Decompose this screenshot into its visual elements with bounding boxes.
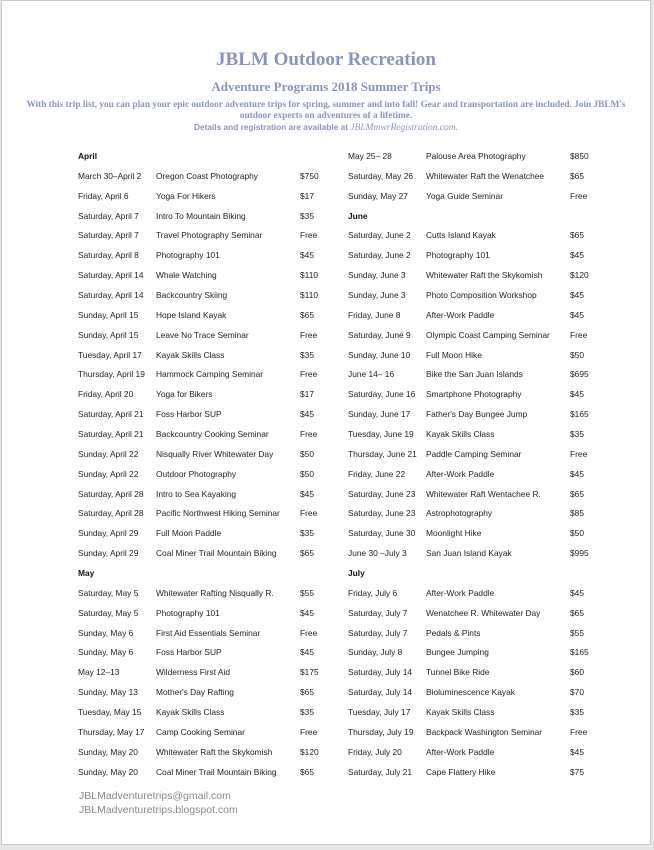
trip-price: $45 (570, 587, 584, 598)
trip-date: Sunday, May 6 (78, 647, 134, 658)
trip-date: Sunday, May 27 (348, 190, 408, 201)
trip-name: Smartphone Photography (426, 389, 522, 400)
trip-price: Free (300, 369, 318, 380)
trip-name: Oregon Coast Photography (156, 170, 258, 181)
trip-row (348, 328, 589, 348)
trip-row (348, 228, 589, 248)
trip-name: Intro To Mountain Biking (156, 210, 246, 221)
trip-row (78, 367, 319, 387)
trip-date: Tuesday, May 15 (78, 707, 142, 718)
trip-date: Sunday, May 20 (78, 766, 138, 777)
trip-name: Pedals & Pints (426, 627, 481, 638)
trip-price: $45 (300, 409, 314, 420)
trip-row (78, 268, 319, 288)
trip-row (78, 626, 319, 646)
trip-row (78, 665, 319, 685)
trip-name: Bioluminescence Kayak (426, 687, 515, 698)
trip-date: Sunday, June 3 (348, 290, 406, 301)
trip-row (348, 506, 589, 526)
trip-name: Olympic Coast Camping Seminar (426, 329, 550, 340)
trip-row (78, 189, 319, 209)
trip-row (78, 586, 319, 606)
trip-price: Free (570, 726, 588, 737)
trip-date: Saturday, July 21 (348, 766, 413, 777)
trip-row (348, 626, 589, 646)
trip-name: Backcountry Cooking Seminar (156, 429, 269, 440)
trip-price: $120 (570, 270, 589, 281)
page-header (14, 49, 638, 134)
trip-price: $35 (300, 349, 314, 360)
trip-row (348, 685, 589, 705)
trip-name: Hammock Camping Seminar (156, 369, 264, 380)
trip-date: Tuesday, April 17 (78, 349, 142, 360)
trip-price: $110 (300, 290, 319, 301)
trip-row (348, 645, 589, 665)
trip-date: Sunday, May 6 (78, 627, 134, 638)
trip-name: Kayak Skills Class (156, 349, 225, 360)
trip-row (78, 745, 319, 765)
trip-price: $65 (570, 170, 584, 181)
document-page (1, 0, 651, 845)
trip-date: Thursday, April 19 (78, 369, 145, 380)
trip-price: $65 (570, 607, 584, 618)
trip-price: $45 (300, 647, 314, 658)
trip-date: Friday, June 22 (348, 468, 406, 479)
trip-date: Saturday, April 8 (78, 250, 139, 261)
month-label: May (78, 568, 95, 579)
registration-link[interactable]: JBLMmwrRegistration.com. (350, 123, 458, 133)
trip-date: Tuesday, July 17 (348, 707, 411, 718)
details-line (14, 122, 638, 134)
right-trip-column (348, 149, 589, 785)
trip-row (348, 348, 589, 368)
trip-name: Whitewater Raft the Wenatchee (426, 170, 545, 181)
trip-name: Photography 101 (426, 250, 490, 261)
trip-row (78, 328, 319, 348)
trip-date: Sunday, April 15 (78, 329, 139, 340)
trip-row (348, 268, 589, 288)
page-subtitle: Adventure Programs 2018 Summer Trips (211, 79, 441, 94)
trip-date: Saturday, June 2 (348, 250, 411, 261)
trip-price: Free (570, 329, 588, 340)
trip-price: $45 (570, 468, 584, 479)
trip-name: Mother's Day Rafting (156, 687, 234, 698)
trip-row (78, 506, 319, 526)
trip-row (348, 427, 589, 447)
trip-name: After-Work Paddle (426, 468, 495, 479)
trip-price: $17 (300, 389, 314, 400)
trip-row (78, 645, 319, 665)
trip-price: $175 (300, 667, 319, 678)
trip-name: Yoga For Hikers (156, 190, 216, 201)
trip-date: Saturday, April 7 (78, 230, 139, 241)
trip-price: $165 (570, 647, 589, 658)
trip-row (78, 546, 319, 566)
trip-price: $35 (300, 210, 314, 221)
trip-row (348, 169, 589, 189)
trip-price: $750 (300, 170, 319, 181)
trip-price: Free (570, 190, 588, 201)
trip-price: $850 (570, 151, 589, 161)
trip-name: Moonlight Hike (426, 528, 482, 539)
trip-date: Saturday, June 2 (348, 230, 411, 241)
trip-date: Sunday, April 22 (78, 468, 139, 479)
trip-date: Saturday, May 5 (78, 607, 139, 618)
trip-date: Thursday, May 17 (78, 726, 145, 737)
trip-row (78, 487, 319, 507)
trip-price: $35 (570, 707, 584, 718)
trip-price: $45 (570, 389, 584, 400)
trip-price: $65 (300, 766, 314, 777)
trip-row (348, 487, 589, 507)
trip-price: $45 (570, 250, 584, 261)
trip-date: Friday, June 8 (348, 309, 401, 320)
trip-date: Saturday, July 7 (348, 607, 408, 618)
trip-name: Whitewater Raft the Skykomish (426, 270, 543, 281)
trip-name: Hope Island Kayak (156, 309, 227, 320)
trip-name: Cutts Island Kayak (426, 230, 496, 241)
trip-row (348, 467, 589, 487)
trip-name: Bungee Jumping (426, 647, 489, 658)
trip-date: Saturday, April 14 (78, 270, 144, 281)
trip-price: $35 (300, 528, 314, 539)
trip-name: Whale Watching (156, 270, 217, 281)
trip-name: Palouse Area Photography (426, 151, 526, 161)
trip-price: $65 (300, 548, 314, 559)
trip-row (78, 348, 319, 368)
trip-name: Kayak Skills Class (426, 707, 495, 718)
trip-price: $695 (570, 369, 589, 380)
trip-date: Saturday, April 21 (78, 429, 144, 440)
trip-date: Friday, July 6 (348, 587, 398, 598)
trip-name: Kayak Skills Class (156, 707, 225, 718)
trip-date: Thursday, July 19 (348, 726, 414, 737)
trip-row (78, 427, 319, 447)
trip-name: Whitewater Rafting Nisqually R. (156, 587, 274, 598)
contact-footer (79, 789, 238, 817)
trip-name: Kayak Skills Class (426, 429, 495, 440)
trip-date: Saturday, April 14 (78, 290, 144, 301)
trip-row (78, 765, 319, 785)
trip-row (348, 447, 589, 467)
trip-date: March 30–April 2 (78, 170, 142, 181)
trip-price: $85 (570, 508, 584, 519)
trip-price: Free (300, 429, 318, 440)
intro-text: With this trip list, you can plan your epic outdoor adventure trips for spring, summer and into fall! Gear and transportation are included. Join JBLM's outdoor experts on adventures of a lifetime. (26, 100, 626, 121)
trip-price: $995 (570, 548, 589, 559)
trip-name: Cape Flattery Hike (426, 766, 496, 777)
trip-row (348, 288, 589, 308)
trip-date: Saturday, June 23 (348, 488, 416, 499)
trip-name: Backpack Washington Seminar (426, 726, 543, 737)
left-trip-column (78, 149, 319, 785)
trip-date: Saturday, July 7 (348, 627, 408, 638)
trip-row (78, 169, 319, 189)
trip-date: Sunday, June 3 (348, 270, 406, 281)
trip-price: $110 (300, 270, 319, 281)
trip-row (348, 586, 589, 606)
trip-name: Full Moon Paddle (156, 528, 222, 539)
trip-name: Bike the San Juan Islands (426, 369, 523, 380)
trip-name: Astrophotography (426, 508, 493, 519)
trip-date: Sunday, April 15 (78, 309, 139, 320)
trip-row (78, 387, 319, 407)
trip-row (348, 765, 589, 785)
trip-price: $50 (300, 448, 314, 459)
trip-date: Saturday, May 26 (348, 170, 414, 181)
trip-row (78, 606, 319, 626)
trip-date: Sunday, July 8 (348, 647, 403, 658)
trip-date: May 25– 28 (348, 151, 392, 161)
trip-name: Photography 101 (156, 607, 220, 618)
trip-date: Saturday, June 9 (348, 329, 411, 340)
trip-date: Thursday, June 21 (348, 448, 417, 459)
page-title: JBLM Outdoor Recreation (216, 49, 436, 70)
trip-price: $65 (570, 230, 584, 241)
trip-name: Yoga for Bikers (156, 389, 213, 400)
trip-row (348, 725, 589, 745)
trip-date: Sunday, May 20 (78, 746, 138, 757)
trip-row (78, 725, 319, 745)
trip-date: June 30 –July 3 (348, 548, 407, 559)
trip-name: After-Work Paddle (426, 746, 495, 757)
trip-price: $60 (570, 667, 584, 678)
trip-name: Pacific Northwest Hiking Seminar (156, 508, 280, 519)
trip-date: Tuesday, June 19 (348, 429, 414, 440)
trip-date: Saturday, April 7 (78, 210, 139, 221)
trip-price: $55 (570, 627, 584, 638)
trip-row (78, 248, 319, 268)
month-label: June (348, 210, 368, 221)
trip-price: $45 (570, 746, 584, 757)
trip-name: Photo Composition Workshop (426, 290, 537, 301)
trip-price: Free (300, 627, 318, 638)
trip-price: $65 (300, 687, 314, 698)
trip-name: Whitewater Raft Wentachee R. (426, 488, 541, 499)
trip-price: $45 (300, 250, 314, 261)
contact-email[interactable]: JBLMadventuretrips@gmail.com (79, 790, 231, 802)
trip-name: Nisqually River Whitewater Day (156, 448, 274, 459)
trip-row (78, 228, 319, 248)
trip-price: $50 (570, 528, 584, 539)
trip-row (348, 189, 589, 209)
trip-name: Father's Day Bungee Jump (426, 409, 528, 420)
trip-row (348, 308, 589, 328)
trip-name: Yoga Guide Seminar (426, 190, 503, 201)
trip-price: $35 (300, 707, 314, 718)
trip-price: Free (300, 508, 318, 519)
trip-date: Saturday, July 14 (348, 667, 413, 678)
trip-row (78, 209, 319, 229)
trip-date: Saturday, May 5 (78, 587, 139, 598)
month-heading (78, 149, 319, 169)
trip-name: After-Work Paddle (426, 587, 495, 598)
trip-row (348, 745, 589, 765)
contact-blog[interactable]: JBLMadventuretrips.blogspot.com (79, 804, 238, 816)
trip-name: San Juan Island Kayak (426, 548, 512, 559)
trip-name: Full Moon Hike (426, 349, 482, 360)
trip-name: Coal Miner Trail Mountain Biking (156, 766, 277, 777)
trip-price: Free (300, 329, 318, 340)
trip-price: $65 (300, 309, 314, 320)
trip-price: $50 (570, 349, 584, 360)
trip-date: Sunday, April 22 (78, 448, 139, 459)
trip-name: Backcountry Skiing (156, 290, 228, 301)
trip-price: $165 (570, 409, 589, 420)
trip-date: Friday, April 6 (78, 190, 129, 201)
trip-row (78, 705, 319, 725)
trip-price: $45 (570, 290, 584, 301)
trip-name: Leave No Trace Seminar (156, 329, 249, 340)
trip-price: $45 (300, 488, 314, 499)
month-label: July (348, 568, 365, 579)
trip-date: Saturday, April 21 (78, 409, 144, 420)
trip-row (348, 387, 589, 407)
trip-price: Free (300, 230, 318, 241)
trip-price: $120 (300, 746, 319, 757)
month-heading (348, 566, 589, 586)
trip-date: Sunday, June 10 (348, 349, 411, 360)
trip-name: After-Work Paddle (426, 309, 495, 320)
trip-price: $75 (570, 766, 584, 777)
month-label: April (78, 151, 98, 161)
trip-price: $65 (570, 488, 584, 499)
trip-date: Sunday, April 29 (78, 548, 139, 559)
trip-date: Saturday, July 14 (348, 687, 413, 698)
trip-price: $45 (570, 309, 584, 320)
trip-name: Whitewater Raft the Skykomish (156, 746, 273, 757)
trip-name: Foss Harbor SUP (156, 409, 222, 420)
trip-name: Travel Photography Seminar (156, 230, 263, 241)
trip-row (348, 546, 589, 566)
details-prefix: Details and registration are available at (194, 122, 351, 132)
trip-row (348, 665, 589, 685)
trip-row (78, 685, 319, 705)
trip-price: $55 (300, 587, 314, 598)
month-heading (348, 209, 589, 229)
trip-date: Friday, April 20 (78, 389, 134, 400)
trip-row (78, 526, 319, 546)
trip-name: Outdoor Photography (156, 468, 237, 479)
trip-row (78, 467, 319, 487)
trip-name: Wilderness First Aid (156, 667, 230, 678)
trip-price: $50 (300, 468, 314, 479)
trip-price: $35 (570, 429, 584, 440)
trip-name: Foss Harbor SUP (156, 647, 222, 658)
trip-name: Camp Cooking Seminar (156, 726, 245, 737)
trip-date: Saturday, June 16 (348, 389, 416, 400)
trip-price: Free (300, 726, 318, 737)
trip-date: Saturday, April 28 (78, 508, 144, 519)
trip-date: Sunday, June 17 (348, 409, 411, 420)
trip-row (348, 705, 589, 725)
trip-date: Saturday, April 28 (78, 488, 144, 499)
trip-row (78, 447, 319, 467)
trip-name: Wenatchee R. Whitewater Day (426, 607, 541, 618)
trip-price: $17 (300, 190, 314, 201)
trip-row (78, 407, 319, 427)
trip-price: Free (570, 448, 588, 459)
trip-row (348, 606, 589, 626)
trip-name: Paddle Camping Seminar (426, 448, 522, 459)
trip-price: $70 (570, 687, 584, 698)
trip-date: Sunday, May 13 (78, 687, 138, 698)
trip-name: Intro to Sea Kayaking (156, 488, 237, 499)
trip-date: Friday, July 20 (348, 746, 402, 757)
trip-date: May 12–13 (78, 667, 120, 678)
trip-row (348, 149, 589, 169)
trip-row (348, 248, 589, 268)
trip-row (348, 526, 589, 546)
trip-row (348, 367, 589, 387)
trip-name: Photography 101 (156, 250, 220, 261)
trip-row (348, 407, 589, 427)
trip-name: First Aid Essentials Seminar (156, 627, 261, 638)
trip-name: Coal Miner Trail Mountain Biking (156, 548, 277, 559)
trip-date: June 14– 16 (348, 369, 395, 380)
trip-price: $45 (300, 607, 314, 618)
trip-date: Sunday, April 29 (78, 528, 139, 539)
trip-name: Tunnel Bike Ride (426, 667, 490, 678)
trip-row (78, 288, 319, 308)
trip-row (78, 308, 319, 328)
trip-date: Saturday, June 23 (348, 508, 416, 519)
month-heading (78, 566, 319, 586)
trip-date: Saturday, June 30 (348, 528, 416, 539)
